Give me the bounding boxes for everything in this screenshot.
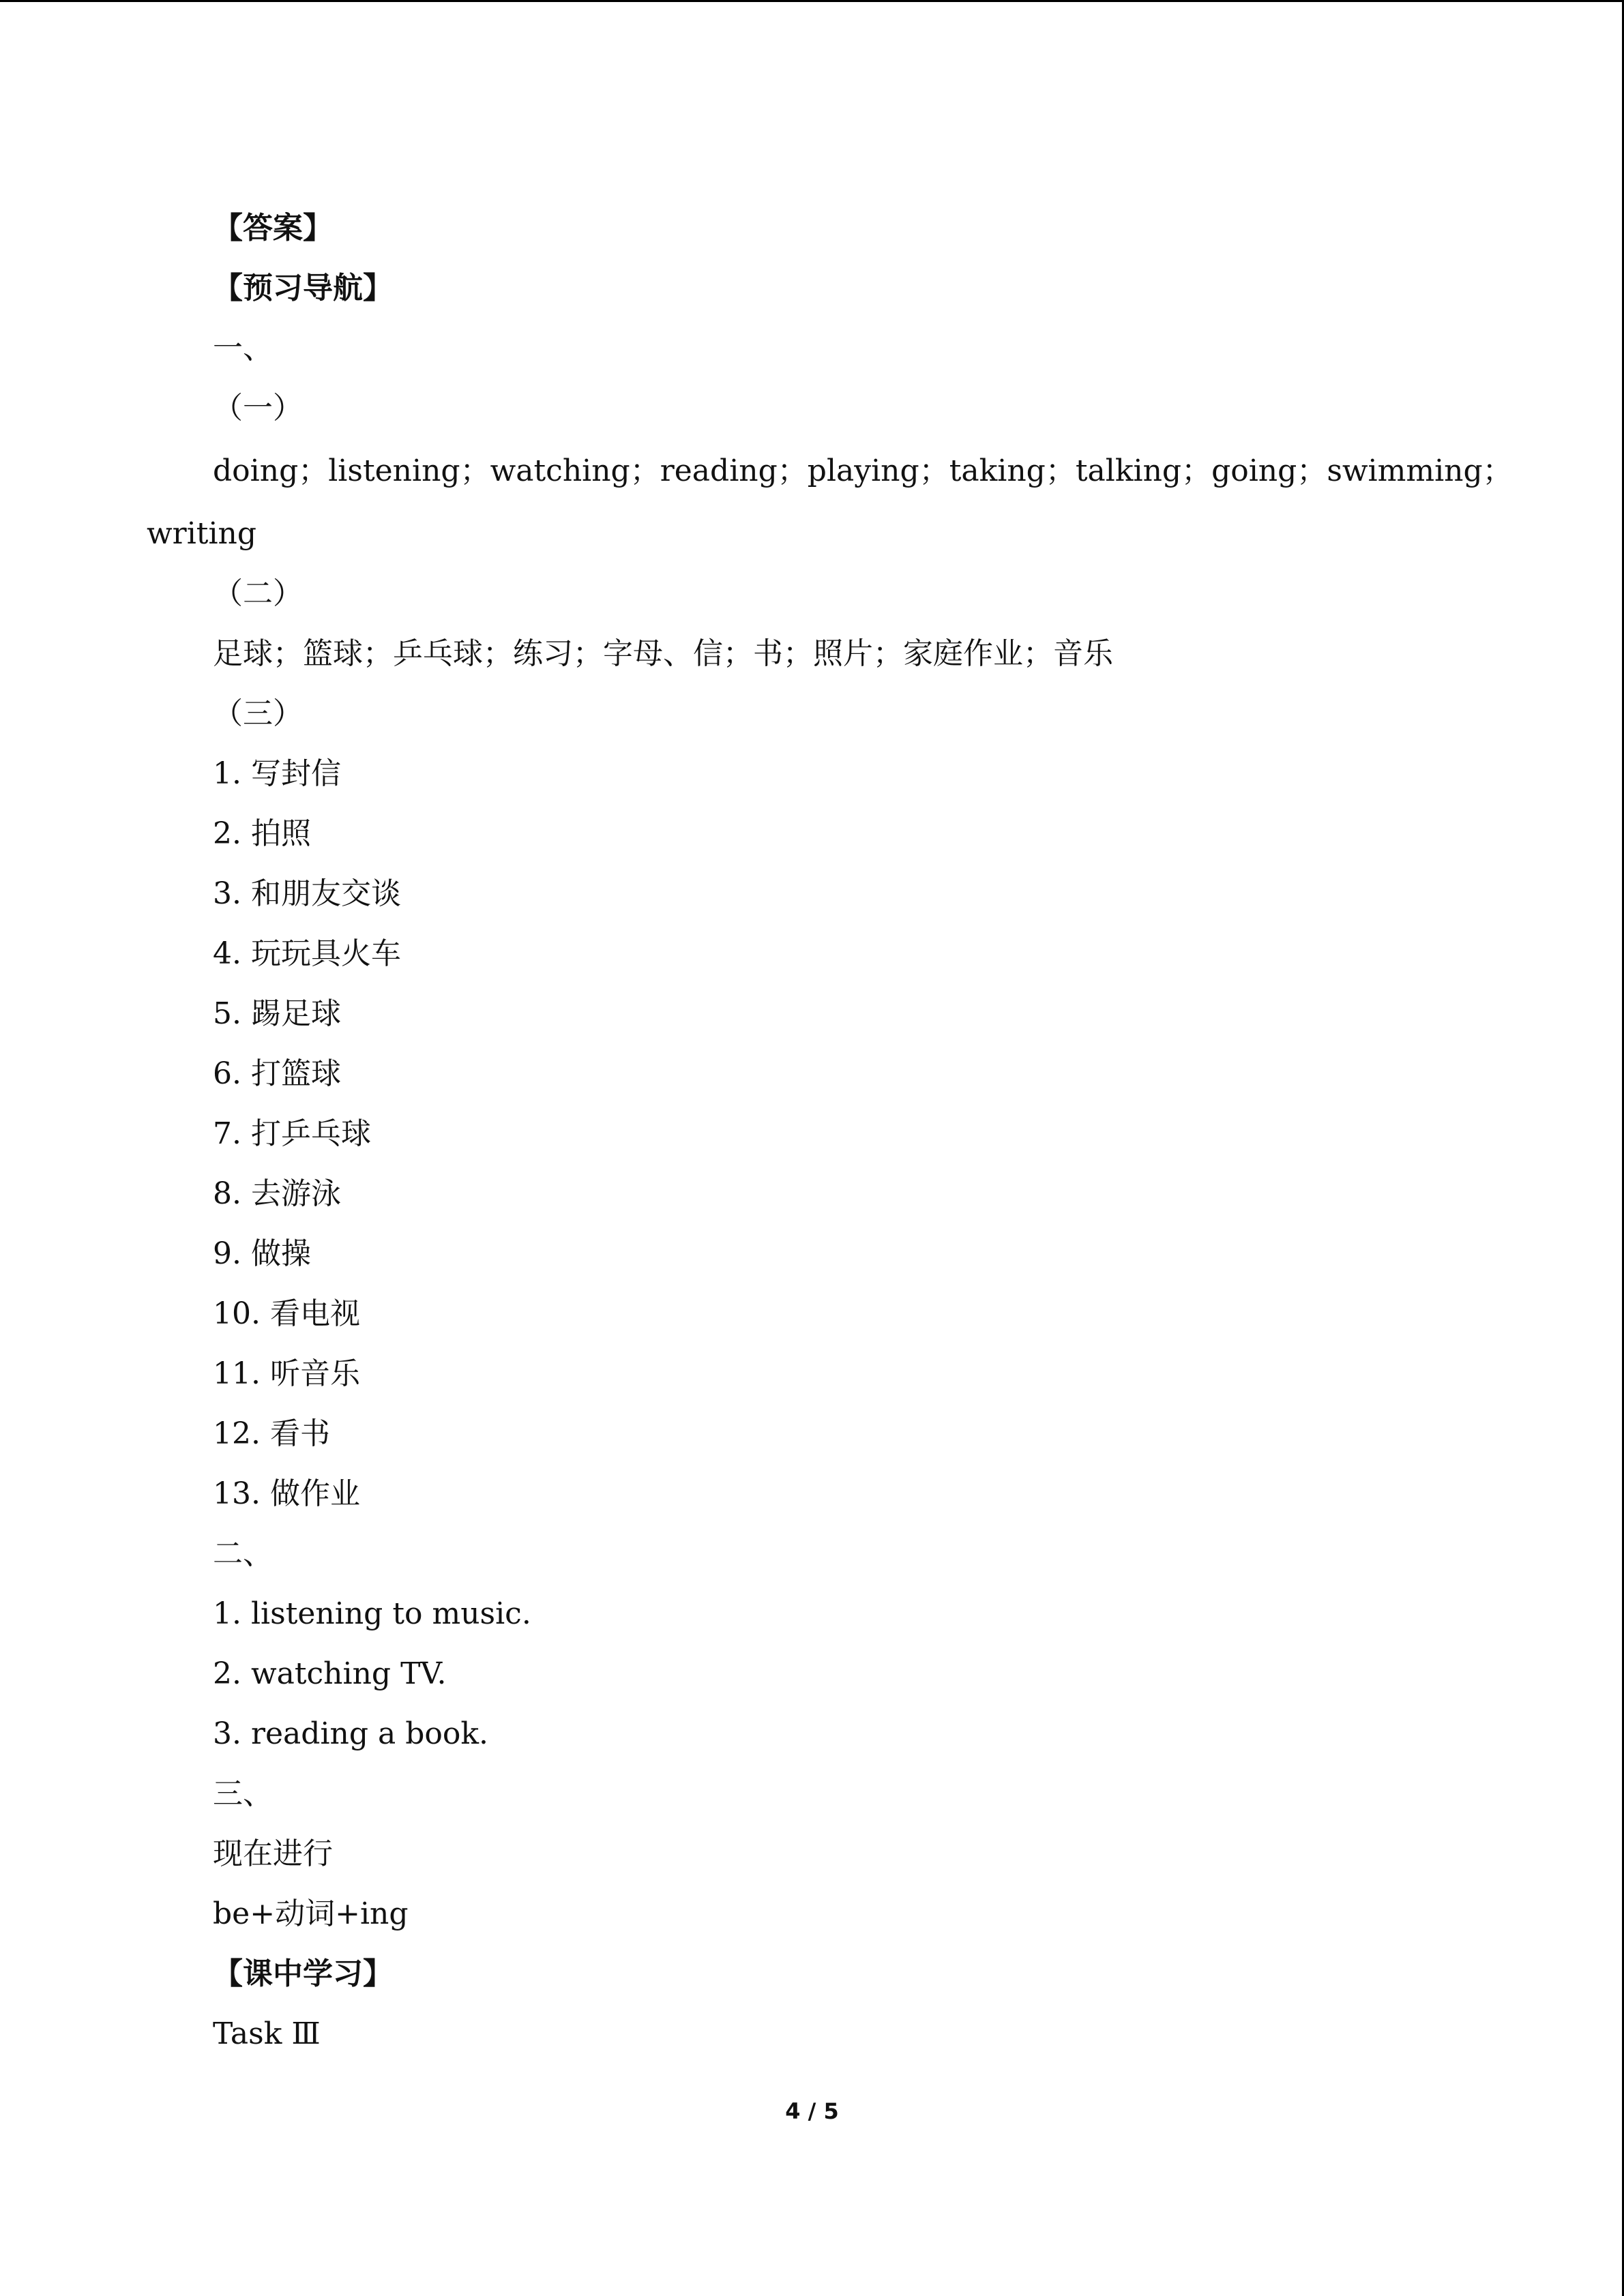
phrase-item: 4. 玩玩具火车	[213, 936, 401, 971]
subsection-1-label: （一）	[213, 391, 303, 426]
sentence-answer: 3. reading a book.	[213, 1716, 489, 1751]
word-item: talking；	[1075, 453, 1212, 488]
word-item: playing；	[807, 453, 949, 488]
phrase-item: 9. 做操	[213, 1236, 311, 1271]
phrase-item: 11. 听音乐	[213, 1356, 360, 1391]
subsection-2-label: （二）	[213, 576, 303, 611]
top-border	[0, 0, 1624, 2]
sentence-answer: 1. listening to music.	[213, 1596, 531, 1631]
phrase-item: 1. 写封信	[213, 756, 341, 791]
sentence-answer: 2. watching TV.	[213, 1656, 447, 1691]
grammar-line: 现在进行	[213, 1836, 333, 1871]
phrase-item: 10. 看电视	[213, 1296, 360, 1331]
phrase-item: 5. 踢足球	[213, 996, 341, 1031]
word-list-line	[213, 451, 1513, 492]
task-label: Task Ⅲ	[213, 2016, 321, 2051]
phrase-item: 6. 打篮球	[213, 1056, 341, 1091]
word-item: taking；	[949, 453, 1076, 488]
inclass-heading: 【课中学习】	[213, 1956, 393, 1991]
phrase-item: 3. 和朋友交谈	[213, 876, 401, 911]
subsection-3-label: （三）	[213, 696, 303, 731]
phrase-item: 7. 打乒乓球	[213, 1116, 371, 1151]
answer-heading: 【答案】	[213, 211, 333, 245]
preview-heading: 【预习导航】	[213, 271, 393, 305]
section-2-label: 二、	[213, 1536, 273, 1571]
phrase-item: 13. 做作业	[213, 1476, 360, 1511]
word-item: watching；	[490, 453, 660, 488]
phrase-item: 8. 去游泳	[213, 1176, 341, 1211]
page-number: 4 / 5	[785, 2098, 839, 2124]
section-3-label: 三、	[213, 1776, 273, 1811]
word-item: reading；	[660, 453, 808, 488]
word-item: doing；	[213, 453, 329, 488]
word-item: going；	[1211, 453, 1327, 488]
phrase-item: 12. 看书	[213, 1416, 330, 1451]
word-item: listening；	[328, 453, 490, 488]
vocab-translation: 足球；篮球；乒乓球；练习；字母、信；书；照片；家庭作业；音乐	[213, 636, 1113, 671]
section-1-label: 一、	[213, 331, 273, 366]
grammar-line: be+动词+ing	[213, 1896, 409, 1931]
word-list-continuation: writing	[147, 516, 257, 551]
phrase-item: 2. 拍照	[213, 816, 311, 851]
word-item: swimming；	[1327, 453, 1513, 488]
